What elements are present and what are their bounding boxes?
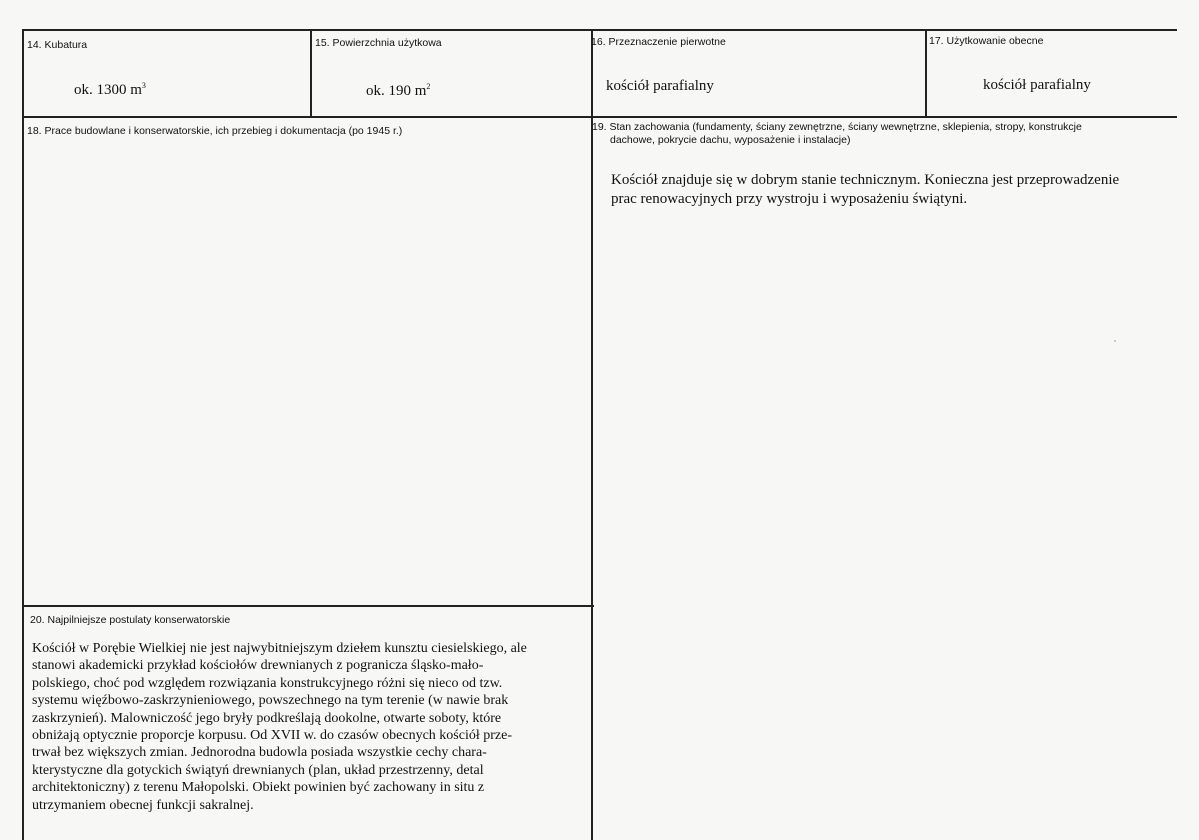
- center-divider: [591, 29, 593, 840]
- field-20-text-line-9: architektoniczny) z terenu Małopolski. Obiekt powinien być zachowany in situ z: [32, 780, 485, 796]
- field-19-text-line-2: prac renowacyjnych przy wystroju i wyposażeniu świątyni.: [611, 191, 968, 207]
- field-19-label: [592, 121, 1082, 147]
- scan-speck: [1114, 340, 1116, 342]
- top-border: [22, 29, 1177, 31]
- field-17-label: 17. Użytkowanie obecne: [929, 35, 1044, 47]
- field-20-text: [32, 640, 572, 814]
- row1-bottom-border: [22, 116, 1177, 118]
- field-20-text-line-7: trwał bez większych zmian. Jednorodna budowla posiada wszystkie cechy chara-: [32, 745, 487, 761]
- field-16-label: 16. Przeznaczenie pierwotne: [591, 36, 726, 48]
- field-20-text-line-1: Kościół w Porębie Wielkiej nie jest najwybitniejszym dziełem kunsztu ciesielskiego, ale: [32, 641, 527, 656]
- field-19-text-line-1: Kościół znajduje się w dobrym stanie technicznym. Konieczna jest przeprowadzenie: [611, 172, 1120, 188]
- field-20-label: 20. Najpilniejsze postulaty konserwatorskie: [30, 614, 231, 626]
- field-15-value-sup: 2: [426, 82, 431, 91]
- field-20-text-line-10: utrzymaniem obecnej funkcji sakralnej.: [32, 797, 254, 813]
- field-18-label: 18. Prace budowlane i konserwatorskie, ich przebieg i dokumentacja (po 1945 r.): [27, 125, 403, 137]
- field-15-value: [366, 83, 430, 100]
- field-20-text-line-8: kterystyczne dla gotyckich świątyń drewnianych (plan, układ przestrzenny, detal: [32, 762, 484, 778]
- field-19-label-line-1: 19. Stan zachowania (fundamenty, ściany zewnętrzne, ściany wewnętrzne, sklepienia, stropy, konstrukcje: [592, 121, 1082, 133]
- field-14-value-text: ok. 1300 m: [74, 82, 142, 98]
- divider-14-15: [310, 29, 312, 118]
- field-20-text-line-3: polskiego, choć pod względem rozwiązania konstrukcyjnego różni się nieco od tzw.: [32, 675, 503, 691]
- field-15-label: 15. Powierzchnia użytkowa: [315, 37, 442, 49]
- field-19-text: [611, 171, 1131, 209]
- left-border: [22, 29, 24, 840]
- divider-16-17: [925, 29, 927, 118]
- field-17-value: kościół parafialny: [983, 77, 1091, 93]
- field-14-label: 14. Kubatura: [27, 39, 88, 51]
- field-14-value: [74, 82, 146, 99]
- field-20-text-line-6: obniżają optycznie proporcje korpusu. Od XVII w. do czasów obecnych kościół prze-: [32, 728, 512, 744]
- field-19-label-line-2: dachowe, pokrycie dachu, wyposażenie i instalacje): [610, 134, 851, 146]
- field-20-text-line-4: systemu więźbowo-zaskrzynieniowego, powszechnego na tym terenie (w nawie brak: [32, 693, 509, 709]
- field-20-text-line-5: zaskrzynień). Malowniczość jego bryły podkreślają dookolne, otwarte soboty, które: [32, 710, 502, 726]
- field-14-value-sup: 3: [141, 81, 146, 90]
- field-15-value-text: ok. 190 m: [366, 83, 427, 99]
- section20-top-border: [22, 605, 594, 607]
- field-16-value: kościół parafialny: [606, 78, 714, 94]
- field-20-text-line-2: stanowi akademicki przykład kościołów drewnianych z pogranicza śląsko-mało-: [32, 658, 484, 674]
